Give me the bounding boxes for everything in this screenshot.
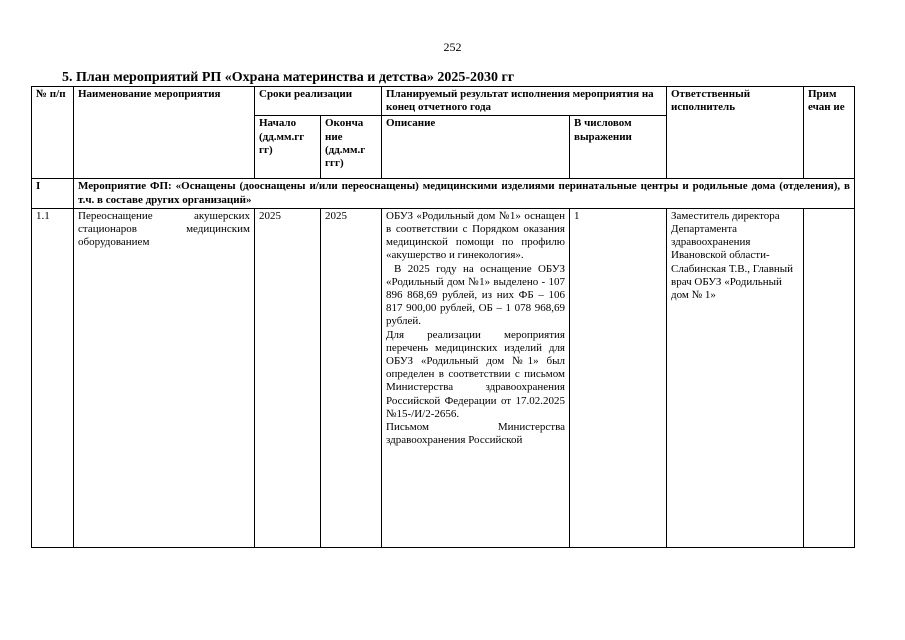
plan-table: [31, 86, 855, 548]
section-num: I: [32, 179, 74, 208]
header-start: Начало (дд.мм.гг гг): [255, 116, 321, 179]
row-description: [382, 208, 570, 547]
header-numeric: В числовом выражении: [570, 116, 667, 179]
header-note: Прим ечан ие: [804, 87, 855, 179]
section-row: [32, 179, 855, 208]
row-num: 1.1: [32, 208, 74, 547]
header-num: № п/п: [32, 87, 74, 179]
row-responsible: Заместитель директора Департамента здравоохранения Ивановской области-Слабинская Т.В., Главный врач ОБУЗ «Родильный дом № 1»: [667, 208, 804, 547]
row-end: 2025: [321, 208, 382, 547]
row-note: [804, 208, 855, 547]
header-period: Сроки реализации: [255, 87, 382, 116]
table-row: [32, 208, 855, 547]
header-row-1: [32, 87, 855, 116]
header-responsible: Ответственный исполнитель: [667, 87, 804, 179]
row-start: 2025: [255, 208, 321, 547]
section-title: Мероприятие ФП: «Оснащены (дооснащены и/или переоснащены) медицинскими изделиями перинатальные центры и родильные дома (отделения), в т.ч. в составе других организаций»: [74, 179, 855, 208]
description-para-4: Письмом Министерства здравоохранения Российской: [386, 421, 565, 447]
description-para-2: В 2025 году на оснащение ОБУЗ «Родильный дом №1» выделено - 107 896 868,69 рублей, из них ФБ – 106 817 900,00 рублей, ОБ – 1 078 968,69 рублей.: [386, 262, 565, 328]
header-description: Описание: [382, 116, 570, 179]
row-numeric: 1: [570, 208, 667, 547]
row-name: Переоснащение акушерских стационаров медицинским оборудованием: [74, 208, 255, 547]
document-title: 5. План мероприятий РП «Охрана материнства и детства» 2025-2030 гг: [62, 70, 515, 85]
header-name: Наименование мероприятия: [74, 87, 255, 179]
description-para-3: Для реализации мероприятия перечень медицинских изделий для ОБУЗ «Родильный дом №1» был определен в соответствии с письмом Министерства здравоохранения Российской Федерации от 17.02.2025 №15-/И/2-2656.: [386, 328, 565, 420]
description-para-1: ОБУЗ «Родильный дом №1» оснащен в соответствии с Порядком оказания медицинской помощи по профилю «акушерство и гинекология».: [386, 209, 565, 262]
header-end: Оконча ние (дд.мм.г ггг): [321, 116, 382, 179]
page-number: 252: [443, 40, 462, 54]
header-result: Планируемый результат исполнения мероприятия на конец отчетного года: [382, 87, 667, 116]
